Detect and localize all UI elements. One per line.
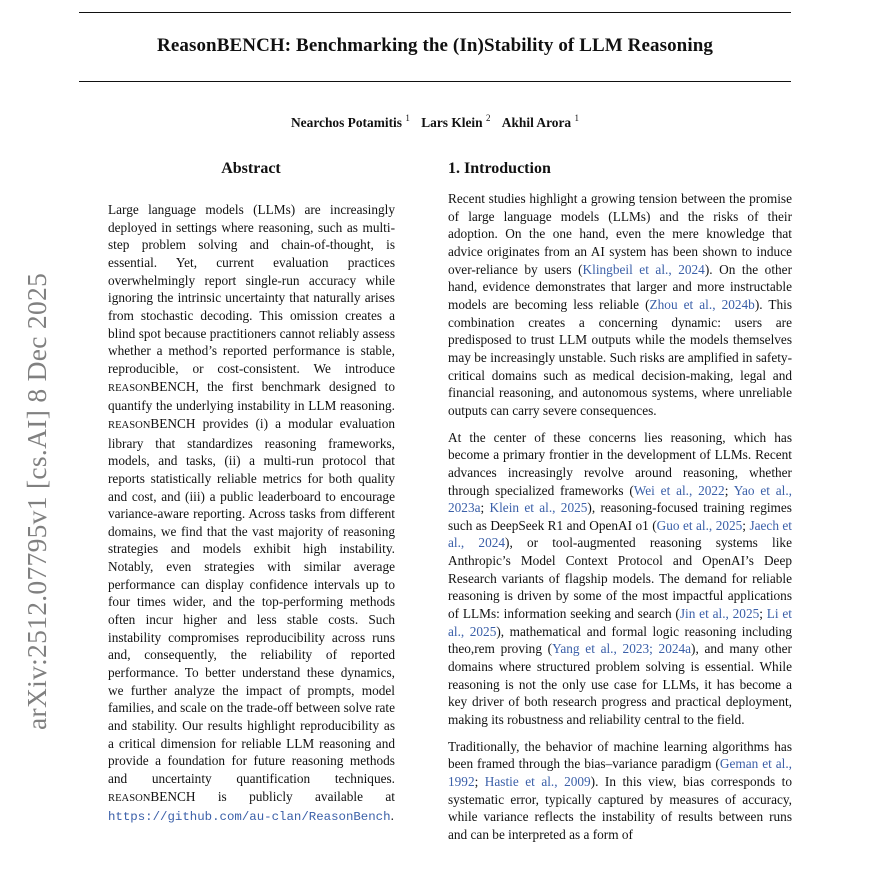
- paragraph: Recent studies highlight a growing tension between the promise of large language models (LLMs) and the risks of their adoption. On the one hand, even the mere knowledge that advice originates from an AI system has been shown to induce over-reliance by users (Klingbeil et al., 2024). On the other hand, evidence demonstrates that larger and more instructable models are becoming less reliable (Zhou et al., 2024b). This combination creates a concerning dynamic: users are predisposed to trust LLM outputs while the models themselves may be increasingly unstable. Such risks are amplified in safety-critical domains such as medical decision-making, legal and financial reasoning, and autonomous systems, where unreliable outputs can carry severe consequences.: [448, 191, 793, 418]
- citation-link[interactable]: Yang et al., 2023; 2024a: [552, 641, 692, 657]
- author-list: [79, 114, 791, 131]
- abstract-heading: Abstract: [221, 160, 281, 177]
- citation-link[interactable]: Klingbeil et al., 2024: [582, 261, 705, 277]
- author: Akhil Arora $^1$: [501, 113, 579, 131]
- abstract-body: Large language models (LLMs) are increasingly deployed in settings where reasoning, such as multi-step problem solving and chain-of-thought, is essential. Yet, current evaluation practices overwhelmingly report single-run accuracy while ignoring the intrinsic uncertainty that naturally arises from stochastic decoding. This omission creates a blind spot because practitioners cannot reliably assess whether a method’s reported performance is stable, reproducible, or cost-consistent. We introduce REASONBENCH, the first benchmark designed to quantify the underlying instability in LLM reasoning. REASONBENCH provides (i) a modular evaluation library that standardizes reasoning frameworks, models, and tasks, (ii) a multi-run protocol that reports statistically reliable metrics for both quality and cost, and (iii) a public leaderboard to encourage variance-aware reporting. Across tasks from different domains, we find that the vast majority of reasoning strategies and models exhibit high instability. Notably, even strategies with similar average performance can display confidence intervals up to four times wider, and the top-performing methods often incur higher and less stable costs. Such instability compromises reproducibility across runs and, consequently, the reliability of reported performance. To better understand these dynamics, we further analyze the impact of prompts, model families, and scale on the trade-off between solve rate and stability. Our results highlight reproducibility as a critical dimension for reliable LLM reasoning and provide a foundation for future reasoning methods and uncertainty quantification techniques. REASONBENCH is publicly available at https://github.com/au-clan/ReasonBench.: [108, 202, 395, 825]
- repo-link[interactable]: https://github.com/au-clan/ReasonBench: [108, 810, 391, 825]
- citation-link[interactable]: Jin et al., 2025: [679, 606, 760, 622]
- citation-link[interactable]: Yao et al., 2023a: [448, 482, 793, 516]
- author: Nearchos Potamitis $^1$: [291, 113, 410, 131]
- paragraph: At the center of these concerns lies reasoning, which has become a primary frontier in the development of LLMs. Recent advances increasingly revolve around reasoning, whether through specialized frameworks (Wei et al., 2022; Yao et al., 2023a; Klein et al., 2025), reasoning-focused training regimes such as DeepSeek R1 and OpenAI o1 (Guo et al., 2025; Jaech et al., 2024), or tool-augmented reasoning systems like Anthropic’s Model Context Protocol and OpenAI’s Deep Research variants of flagship models. The demand for reliable reasoning is driven by some of the most impactful applications of LLMs: information seeking and search (Jin et al., 2025; Li et al., 2025), mathematical and formal logic reasoning including theo,rem proving (Yang et al., 2023; 2024a), and many other domains where structured problem solving is essential. While reasoning is not the only use case for LLMs, it has become a key driver of both research progress and practical deployment, making its robustness and reliability central to the field.: [448, 429, 793, 728]
- top-rule: [79, 12, 791, 13]
- citation-link[interactable]: Klein et al., 2025: [489, 500, 588, 516]
- citation-link[interactable]: Geman et al., 1992: [448, 756, 792, 789]
- citation-link[interactable]: Wei et al., 2022: [633, 482, 725, 498]
- citation-link[interactable]: Guo et al., 2025: [656, 517, 743, 533]
- paragraph: Traditionally, the behavior of machine learning algorithms has been framed through the bias–variance paradigm (Geman et al., 1992; Hastie et al., 2009). In this view, bias corresponds to systematic error, typically captured by measures of accuracy, while variance reflects the instability of results between runs and can be interpreted as a form of: [448, 738, 792, 842]
- citation-link[interactable]: Zhou et al., 2024b: [649, 296, 755, 312]
- citation-link[interactable]: Jaech et al., 2024: [448, 517, 792, 551]
- citation-link[interactable]: Hastie et al., 2009: [484, 774, 591, 789]
- citation-link[interactable]: Li et al., 2025: [448, 606, 792, 639]
- introduction-body: [448, 190, 792, 853]
- arxiv-stamp: arXiv:2512.07795v1 [cs.AI] 8 Dec 2025: [21, 272, 52, 730]
- author: Lars Klein $^2$: [421, 113, 491, 131]
- bottom-rule: [79, 81, 791, 82]
- paper-title: ReasonBENCH: Benchmarking the (In)Stability of LLM Reasoning: [157, 35, 713, 56]
- section-heading: 1. Introduction: [448, 160, 551, 177]
